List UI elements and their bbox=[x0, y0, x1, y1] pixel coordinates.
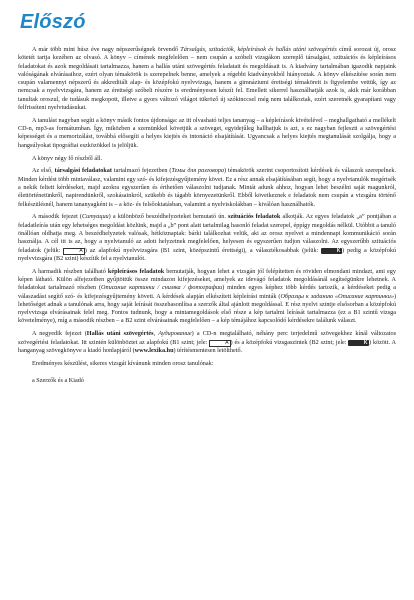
text-run: , bbox=[153, 330, 159, 338]
text-run: ) az alapfokú nyelvvizsgára (B1 szint, középszintű érettségi), a választékosabbak (jelük: bbox=[84, 246, 322, 254]
emphasis: képleírásos feladatok bbox=[107, 267, 165, 275]
text-run: ) a CD-n megtalálható, néhány perc terjedelmű szövegekhez kínál változatos szövegértési feladatokat. Itt szintén különböztet az alapfokú (B1 szint; jele: bbox=[18, 330, 396, 346]
russian-title: Образцы к заданию «Описание картинки» bbox=[280, 292, 394, 300]
paragraph-cd bbox=[18, 117, 396, 150]
text-run: alkotják. Az egyes feladatok „a” pontjában a feladatleírás után egy lehetséges megoldást közlünk, majd a „b” pont alatt tartalmilag hasonló feladat szerepel, éppígy megoldás nélkül. Utóbbit a tanuló önállóan oldhatja meg. A beszédhelyzetek valósak, hétköznapiak: bárki találkozhat velük, aki az orosz nyelvet a mindennapi kommunikáció során használja. A cél itt is az, hogy a nyelvtanuló az adott helyzetnek megfelelően, helyesen és egyszerűen tudjon válaszolni. Az egyszerűbb szituációs feladatok (jelük: bbox=[18, 213, 397, 254]
text-run: A már több mint húsz éve nagy népszerűségnek örvendő bbox=[32, 46, 181, 53]
paragraph-chapter-4 bbox=[18, 330, 396, 355]
paragraph-chapter-2 bbox=[18, 213, 396, 263]
emphasis: társalgási feladatokat bbox=[54, 167, 112, 175]
text-run: A könyv négy fő részből áll. bbox=[32, 154, 103, 162]
text-run: ) térítésmentesen letölthető. bbox=[173, 346, 243, 354]
text-run: tartalmazó fejezetben ( bbox=[111, 167, 172, 175]
level-a-badge: A bbox=[63, 248, 84, 255]
paragraph-intro bbox=[18, 46, 396, 112]
paragraph-chapter-1 bbox=[18, 167, 396, 208]
text-run: ) között. A hanganyag szövegkönyve a kiadó honlapjáról ( bbox=[18, 338, 397, 354]
text-run: bemutatják, hogyan lehet a vizsgán jól felépítetten és röviden elmondani mindazt, ami egy képen látható. Külön alfejezetben gyűjtöttük össze mindazon kifejezéseket, amelyek az idevágó feladatok megoldásánál segítségünkre lehetnek. A feladatokat tartalmazó részben ( bbox=[18, 267, 396, 292]
series-title: Társalgás, szituációk, képleírások és hallás utáni szövegértés bbox=[180, 46, 337, 53]
text-run: ) és a középfokú vizsgaszintek (B2 szint; jele: bbox=[230, 338, 349, 346]
text-run: című sorozat új, orosz kötetét tartja kezében az olvasó. A könyv – címének megfelelően – nem csupán a szóbeli vizsgákon szereplő társalgási, szituációs és képleírásos feladatokat és azok megoldásait tartalmazza, hanem a hallás utáni szövegértés feladatait és megoldásait is. A kiadvány tartalmában igazodik napjaink valóságának elvárásaihoz, ezért olyan témakörök is szerepelnek benne, amelyek a régebbi kiadványokból hiányoztak. A könyv elkészítése során nem csupán valamennyi népszerű és akkreditált alap- és középfokú nyelvvizsga, hanem a gimnáziumi érettségi témaköreit is figyelembe vettük, így az nemcsak a nyelvvizsgára, hanem az érettségi szóbeli részére is eredményesen készít fel. Emellett sikerrel használhatják azok is, akik már korábban tanultak oroszul, de tudásuk megkopott, illetve a gyors változó világot tükröző új szókinccsel még nem találkoztak, ezért szeretnék gyarapítani vagy felfrissíteni nyelvtudásukat. bbox=[18, 46, 396, 112]
signature bbox=[18, 377, 396, 385]
text-run: ) pedig a középfokú nyelvvizsgára (B2 szint) készítik fel a nyelvtanulót. bbox=[18, 246, 397, 262]
closing-wish bbox=[18, 360, 396, 368]
level-k-badge: K bbox=[321, 248, 342, 254]
text-run: ) minden egyes képhez több kérdés tartozik, a kérdéseket pedig a válaszadást segítő szó- és kifejezésgyűjtemény követi. A kérdések alapján elkészített képleírási minták ( bbox=[18, 284, 396, 300]
emphasis: Hallás utáni szövegértés bbox=[86, 330, 154, 338]
emphasis: szituációs feladatok bbox=[228, 213, 281, 221]
preface-page bbox=[18, 10, 396, 385]
russian-title: Аудирование bbox=[158, 330, 192, 338]
publisher-website-link[interactable]: www.lexika.hu bbox=[134, 346, 174, 354]
text-run: A második fejezet ( bbox=[32, 213, 82, 221]
level-k-badge: K bbox=[348, 340, 369, 346]
russian-title: Темы для разговора bbox=[171, 167, 225, 175]
text-run: Eredményes készülést, sikeres vizsgát kívánunk minden orosz tanulónak: bbox=[32, 359, 214, 367]
text-run: a Szerzők és a Kiadó bbox=[32, 376, 84, 384]
text-run: A harmadik részben található bbox=[32, 267, 108, 275]
text-run: ) a különböző beszédhelyzeteket bemutató ún. bbox=[108, 213, 229, 221]
russian-title: Описание картинки / снимка / фотографии bbox=[101, 284, 223, 292]
text-run: ) témakörök szerint csoportosított kérdések és válaszok szerepelnek. Minden kérdést több mintaválasz, valamint egy szó- és kifejezésgyűjtemény követ. Ez a rész annak elsajátításában segít, hogy a nyelvtanulók megértsék a nekik feltett kérdéseket, majd azokra egyszerűen és érthetően válaszolni tudjanak. Mintát adunk ahhoz, hogyan lehet beszélni saját magunkról, élettörténetünkről, napirendünkről, szokásainkról, szükebb és tágabb környezetünkről. Ebből következnek e feladatok nem csupán a vizsgára történő felkészülésnél, hanem tananyagként is – a köz- és felsőoktatásban, valamint a nyelviskolákban – kiválóan használhatók. bbox=[18, 167, 396, 208]
paragraph-structure bbox=[18, 155, 396, 163]
text-run: Az első, bbox=[32, 167, 55, 175]
paragraph-chapter-3 bbox=[18, 268, 396, 326]
text-run: A tanulást nagyban segíti a könyv másik fontos újdonsága: az itt olvasható teljes tananyag – a képleírások kivételével – meghallgatható a mellékelt CD-n, mp3-as formátumban. Így, miközben a szemünkkel követjük a szöveget, egyidejűleg hallhatjuk is azt, s ez nagyban fejleszti a szövegértési képességet és a memorizálást, továbbá elősegíti a helyes kiejtés és intonáció elsajátítását. Ugyancsak a helyes kiejtés megtanulását szolgálja, hogy a hangsúlyokat tipográfiai eszközökkel is jelöljük. bbox=[18, 116, 396, 149]
text-run: A negyedik fejezet ( bbox=[32, 330, 87, 338]
text-run: ) lehetőséget adnak a tanulónak arra, hogy saját leírását összehasonlítsa a szerzők által ajánlott megoldással. E rész nyelvi szintje elsősorban a középfokú nyelvvizsga elvárásainak felel meg. Fontos tudnunk, hogy a mintamegoldások első része a kép tartalmi leírását tartalmazza (ez a B1 szintű vizsga követelménye), míg a második részben – a B2 szint elvárásainak megfelelően – a kép témájához kapcsolódó kérdésekre találunk választ. bbox=[18, 292, 396, 325]
page-title: Előszó bbox=[20, 11, 86, 33]
level-a-badge: A bbox=[209, 340, 230, 347]
russian-title: Ситуации bbox=[82, 213, 109, 221]
